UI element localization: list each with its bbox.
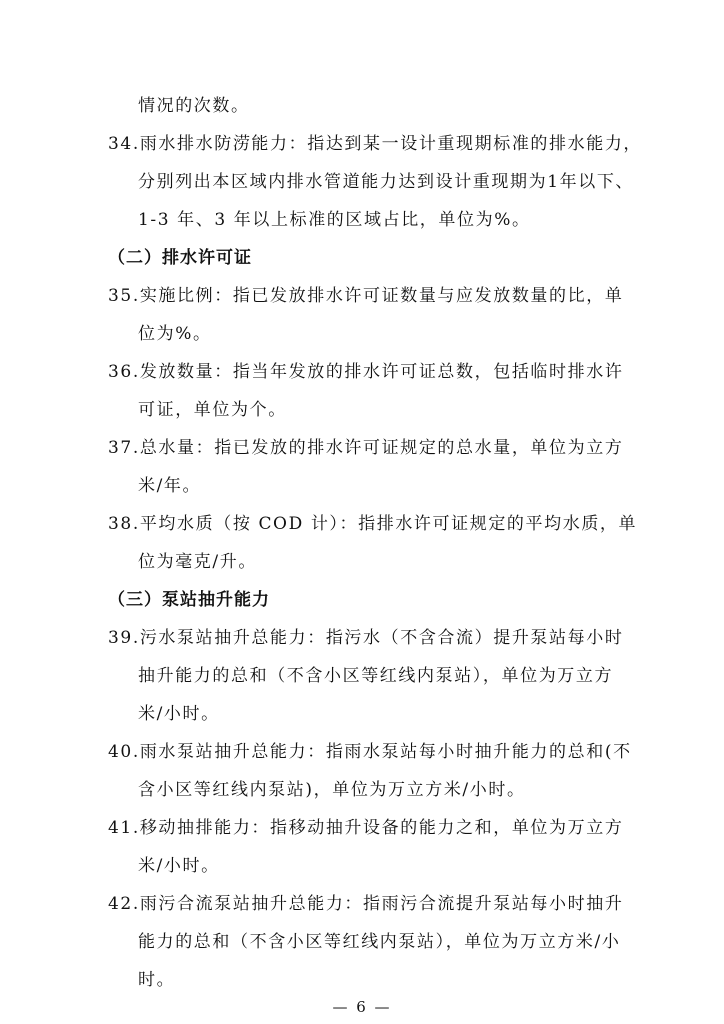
item-41-line-2: 米/小时。 — [138, 856, 220, 876]
item-36-line-1: 36.发放数量：指当年发放的排水许可证总数，包括临时排水许 — [108, 362, 624, 382]
item-34-line-1: 34.雨水排水防涝能力：指达到某一设计重现期标准的排水能力， — [108, 134, 643, 154]
continuation-line: 情况的次数。 — [138, 96, 250, 116]
item-34-line-3: 1-3 年、3 年以上标准的区域占比，单位为%。 — [138, 210, 531, 230]
item-39-line-1: 39.污水泵站抽升总能力：指污水（不含合流）提升泵站每小时 — [108, 628, 624, 648]
item-39-line-2: 抽升能力的总和（不含小区等红线内泵站），单位为万立方 — [138, 666, 614, 686]
item-39-line-3: 米/小时。 — [138, 704, 220, 724]
item-38-line-2: 位为毫克/升。 — [138, 552, 257, 572]
item-40-line-2: 含小区等红线内泵站)，单位为万立方米/小时。 — [138, 780, 526, 800]
section-heading-pump: （三）泵站抽升能力 — [108, 590, 270, 610]
item-36-line-2: 可证，单位为个。 — [138, 400, 287, 420]
item-41-line-1: 41.移动抽排能力：指移动抽升设备的能力之和，单位为万立方 — [108, 818, 624, 838]
item-42-line-1: 42.雨污合流泵站抽升总能力：指雨污合流提升泵站每小时抽升 — [108, 894, 624, 914]
item-38-line-1: 38.平均水质（按 COD 计）：指排水许可证规定的平均水质，单 — [108, 514, 638, 534]
item-35-line-2: 位为%。 — [138, 324, 212, 344]
item-42-line-3: 时。 — [138, 970, 176, 990]
item-35-line-1: 35.实施比例：指已发放排水许可证数量与应发放数量的比，单 — [108, 286, 624, 306]
item-34-line-2: 分别列出本区域内排水管道能力达到设计重现期为1年以下、 — [138, 172, 635, 192]
item-37-line-1: 37.总水量：指已发放的排水许可证规定的总水量，单位为立方 — [108, 438, 624, 458]
item-37-line-2: 米/年。 — [138, 476, 202, 496]
item-40-line-1: 40.雨水泵站抽升总能力：指雨水泵站每小时抽升能力的总和(不 — [108, 742, 632, 762]
page-number: — 6 — — [332, 998, 392, 1016]
section-heading-permit: （二）排水许可证 — [108, 248, 252, 268]
item-42-line-2: 能力的总和（不含小区等红线内泵站），单位为万立方米/小 — [138, 932, 621, 952]
